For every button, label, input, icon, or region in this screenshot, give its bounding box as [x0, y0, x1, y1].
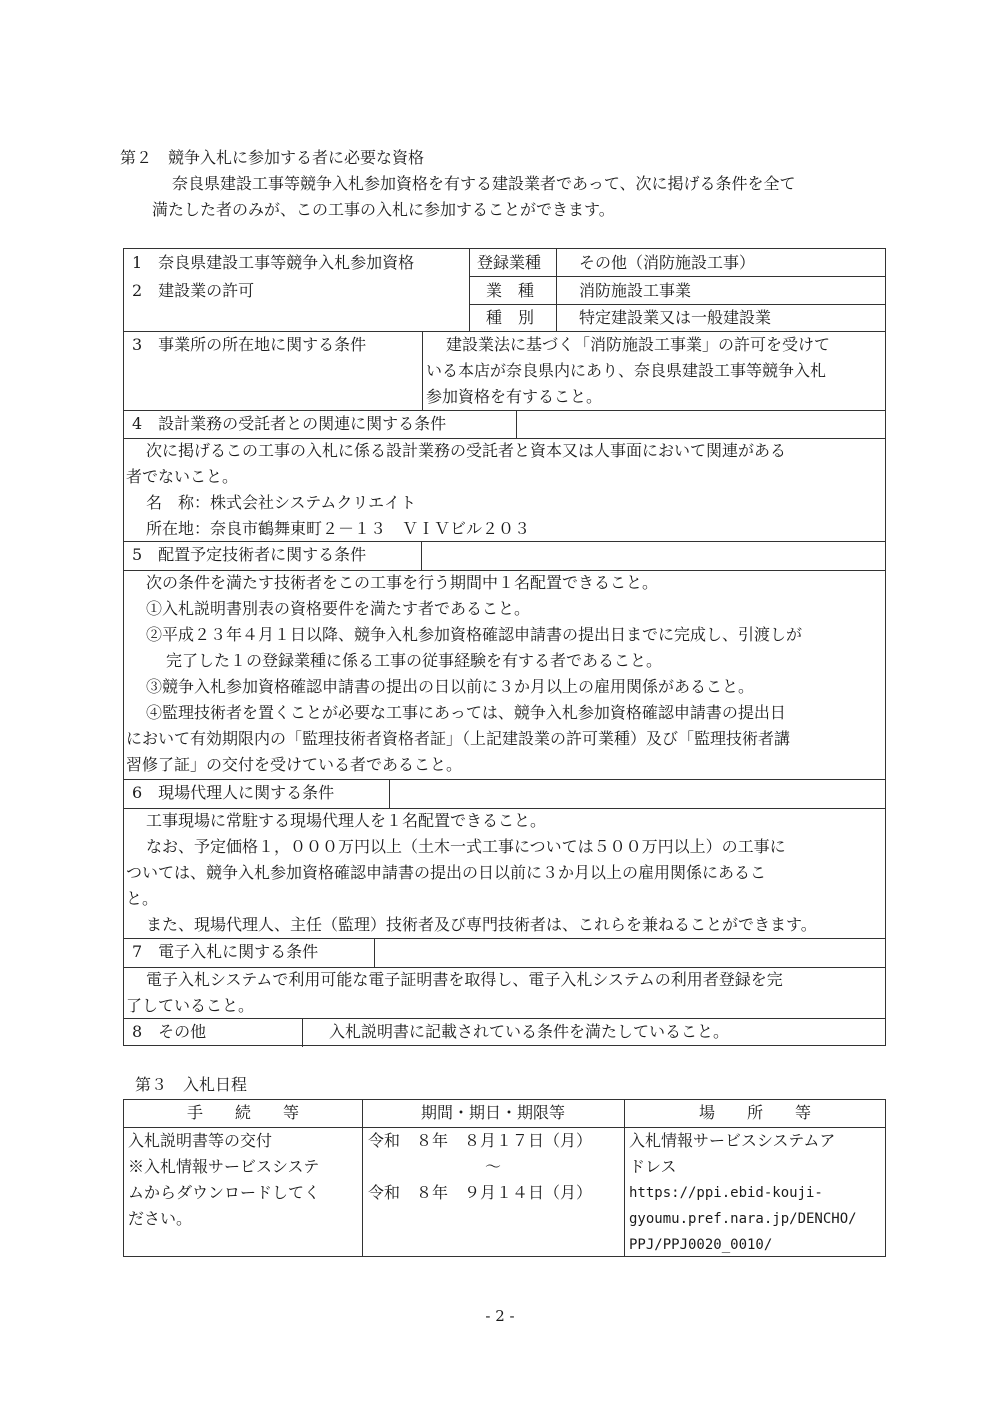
schedule-header-procedure: 手 続 等 [186, 1103, 299, 1122]
schedule-period-separator: ～ [484, 1157, 501, 1176]
schedule-header-place: 場 所 等 [698, 1103, 811, 1122]
schedule-proc-line4: ださい。 [128, 1209, 193, 1228]
req-5-line4: 完了した１の登録業種に係る工事の従事経験を有する者であること。 [166, 651, 663, 670]
schedule-place-url-line3: PPJ/PPJ0020_0010/ [629, 1237, 773, 1253]
req-1-value: その他（消防施設工事） [579, 253, 756, 272]
req-7-label: 7 電子入札に関する条件 [132, 942, 319, 961]
page-number: - 2 - [485, 1307, 515, 1325]
req-6-label: 6 現場代理人に関する条件 [132, 783, 335, 802]
req-4-line4: 所在地：奈良市鶴舞東町２－１３ ＶＩＶビル２０３ [146, 519, 531, 538]
schedule-header-period: 期間・期日・期限等 [420, 1103, 565, 1122]
req-6-line2: なお、予定価格１，０００万円以上（土木一式工事については５００万円以上）の工事に [146, 837, 786, 856]
schedule-proc-line1: 入札説明書等の交付 [128, 1131, 273, 1150]
req-3-line2: いる本店が奈良県内にあり、奈良県建設工事等競争入札 [426, 361, 827, 380]
schedule-place-url-line1: https://ppi.ebid-kouji- [629, 1185, 823, 1201]
schedule-proc-line2: ※入札情報サービスシステ [128, 1157, 320, 1176]
req-2-value1: 消防施設工事業 [579, 281, 692, 300]
req-4-line2: 者でないこと。 [126, 467, 239, 486]
section2-heading: 第２ 競争入札に参加する者に必要な資格 [120, 148, 425, 167]
section2-intro-line2: 満たした者のみが、この工事の入札に参加することができます。 [152, 200, 615, 219]
req-5-line5: ③競争入札参加資格確認申請書の提出の日以前に３か月以上の雇用関係があること。 [146, 677, 755, 696]
req-3-line3: 参加資格を有すること。 [426, 387, 603, 406]
req-4-label: 4 設計業務の受託者との関連に関する条件 [132, 414, 447, 433]
req-7-line2: 了していること。 [126, 996, 255, 1015]
req-2-key1: 業 種 [486, 281, 535, 300]
schedule-place-line1: 入札情報サービスシステムア [629, 1131, 836, 1150]
req-7-line1: 電子入札システムで利用可能な電子証明書を取得し、電子入札システムの利用者登録を完 [146, 970, 783, 989]
schedule-period-end: 令和 ８年 ９月１４日（月） [368, 1183, 593, 1202]
req-4-line3: 名 称：株式会社システムクリエイト [146, 493, 417, 512]
requirements-table [123, 248, 886, 1046]
req-8-label: 8 その他 [132, 1022, 207, 1041]
req-6-line1: 工事現場に常駐する現場代理人を１名配置できること。 [146, 811, 547, 830]
req-1-key: 登録業種 [477, 253, 542, 272]
req-2-label: 2 建設業の許可 [132, 281, 255, 300]
req-5-line1: 次の条件を満たす技術者をこの工事を行う期間中１名配置できること。 [146, 573, 659, 592]
req-2-key2: 種 別 [486, 308, 535, 327]
req-8-value: 入札説明書に記載されている条件を満たしていること。 [329, 1022, 730, 1041]
req-1-label: 1 奈良県建設工事等競争入札参加資格 [132, 253, 415, 272]
req-4-line1: 次に掲げるこの工事の入札に係る設計業務の受託者と資本又は人事面において関連がある [146, 441, 787, 460]
schedule-proc-line3: ムからダウンロードしてく [128, 1183, 321, 1202]
req-5-line3: ②平成２３年４月１日以降、競争入札参加資格確認申請書の提出日までに完成し、引渡しが [146, 625, 803, 644]
req-2-value2: 特定建設業又は一般建設業 [579, 308, 772, 327]
req-6-line5: また、現場代理人、主任（監理）技術者及び専門技術者は、これらを兼ねることができます。 [146, 915, 817, 934]
section3-heading: 第３ 入札日程 [135, 1075, 248, 1094]
req-5-line2: ①入札説明書別表の資格要件を満たす者であること。 [146, 599, 531, 618]
schedule-place-url-line2: gyoumu.pref.nara.jp/DENCHO/ [629, 1211, 857, 1227]
req-6-line4: と。 [126, 889, 159, 908]
section2-intro-line1: 奈良県建設工事等競争入札参加資格を有する建設業者であって、次に掲げる条件を全て [172, 174, 796, 193]
req-3-line1: 建設業法に基づく「消防施設工事業」の許可を受けて [446, 335, 831, 354]
req-3-label: 3 事業所の所在地に関する条件 [132, 335, 367, 354]
req-5-line6: ④監理技術者を置くことが必要な工事にあっては、競争入札参加資格確認申請書の提出日 [146, 703, 786, 722]
req-6-line3: ついては、競争入札参加資格確認申請書の提出の日以前に３か月以上の雇用関係にあるこ [126, 863, 767, 882]
schedule-period-start: 令和 ８年 ８月１７日（月） [368, 1131, 593, 1150]
schedule-place-line2: ドレス [629, 1157, 677, 1176]
req-5-line7: において有効期限内の「監理技術者資格者証」（上記建設業の許可業種）及び「監理技術者講 [126, 729, 791, 748]
req-5-line8: 習修了証」の交付を受けている者であること。 [126, 755, 463, 774]
req-5-label: 5 配置予定技術者に関する条件 [132, 545, 367, 564]
schedule-table [123, 1099, 886, 1257]
